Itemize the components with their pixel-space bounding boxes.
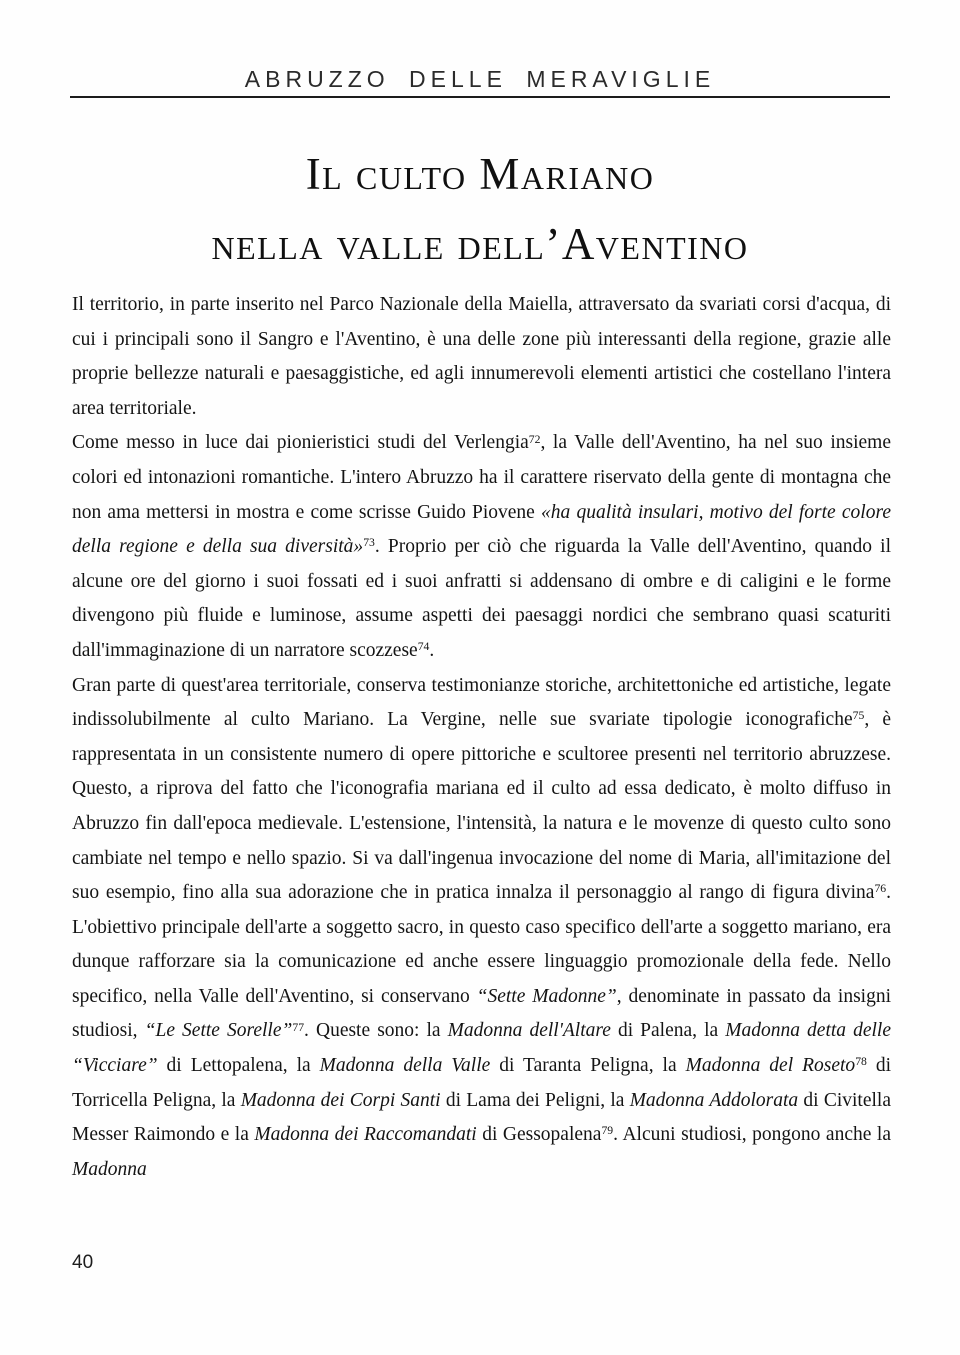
footnote-ref: 78	[855, 1055, 867, 1069]
text-run: . L'obiettivo principale dell'arte a soggetto sacro, in questo caso specifico dell'arte a soggetto mariano, era dunque rafforzare sia la comunicazione ed anche essere linguaggio promozionale della fede. Nello specifico, nella Valle dell'Aventino, si conservano	[72, 882, 891, 1007]
running-header: ABRUZZO DELLE MERAVIGLIE	[244, 66, 716, 92]
footnote-ref: 76	[874, 882, 887, 896]
italic-text: «ha qualità insulari, motivo del forte colore della regione e della sua diversità»	[72, 501, 891, 558]
text-run: , è rappresentata in un consistente numero di opere pittoriche e scultoree presenti nel territorio abruzzese. Questo, a riprova del fatto che l'iconografia mariana ed il culto ad essa dedicato, è molto diffuso in Abruzzo fin dall'epoca medievale. L'estensione, l'intensità, la natura e le movenze di questo culto sono cambiate nel tempo e nello spazio. Si va dall'ingenua invocazione del nome di Maria, all'imitazione del suo esempio, fino alla sua adorazione che in pratica innalza il personaggio al rango di figura divina	[72, 709, 891, 904]
text-run: di Torricella Peligna, la	[72, 1055, 892, 1111]
text-run: . Queste sono: la	[304, 1020, 448, 1042]
text-run: di Palena, la	[610, 1020, 726, 1042]
footnote-ref: 79	[601, 1124, 614, 1138]
italic-text: “Le Sette Sorelle”	[144, 1020, 293, 1042]
chapter-title-line1: Il culto Mariano	[305, 149, 655, 199]
text-run: , denominate in passato da insigni studiosi,	[72, 985, 891, 1042]
footnote-ref: 77	[292, 1020, 305, 1034]
italic-text: Madonna	[72, 1158, 147, 1180]
italic-text: “Sette Madonne”	[476, 985, 617, 1007]
text-run: Come messo in luce dai pionieristici studi del Verlengia	[72, 432, 529, 454]
italic-text: Madonna dell'Altare	[447, 1020, 611, 1042]
footnote-ref: 75	[852, 709, 865, 723]
footnote-ref: 72	[528, 432, 541, 446]
text-run: di Gessopalena	[476, 1124, 602, 1146]
text-run: , la Valle dell'Aventino, ha nel suo insieme colori ed intonazioni romantiche. L'intero Abruzzo ha il carattere riservato della gente di montagna che non ama mettersi in mostra e come scrisse Guido Piovene	[72, 432, 891, 523]
body-text	[72, 288, 891, 1187]
text-run: . Alcuni studiosi, pongono anche la	[613, 1124, 891, 1146]
text-run: di Taranta Peligna, la	[490, 1055, 686, 1077]
paragraph	[72, 426, 891, 668]
italic-text: Madonna Addolorata	[629, 1089, 799, 1111]
italic-text: Madonna della Valle	[319, 1055, 491, 1077]
text-run: . Proprio per ciò che riguarda la Valle dell'Aventino, quando il alcune ore del giorno i suoi fossati ed i suoi anfratti si addensano di ombre e di caligini e le forme divengono più fluide e luminose, assume aspetti dei paesaggi nordici che sembrano quasi scaturiti dall'immaginazione di un narratore scozzese	[72, 536, 892, 661]
italic-text: Madonna dei Raccomandati	[254, 1124, 477, 1146]
text-run: di Civitella Messer Raimondo e la	[72, 1089, 891, 1146]
italic-text: Madonna detta delle “Vicciare”	[72, 1020, 891, 1077]
footnote-ref: 74	[417, 640, 430, 654]
italic-text: Madonna del Roseto	[685, 1055, 856, 1077]
page-number: 40	[72, 1252, 94, 1273]
text-run: .	[429, 639, 435, 661]
text-run: Il territorio, in parte inserito nel Parco Nazionale della Maiella, attraversato da svariati corsi d'acqua, di cui i principali sono il Sangro e l'Aventino, è una delle zone più interessanti della regione, grazie alle proprie bellezze naturali e paesaggistiche, ed agli innumerevoli elementi artistici che costellano l'intera area territoriale.	[72, 294, 891, 419]
paragraph	[72, 669, 891, 1188]
text-run: di Lettopalena, la	[157, 1055, 320, 1077]
italic-text: Madonna dei Corpi Santi	[240, 1089, 441, 1111]
text-run: Gran parte di quest'area territoriale, conserva testimonianze storiche, architettoniche ed artistiche, legate indissolubilmente al culto Mariano. La Vergine, nelle sue svariate tipologie iconografiche	[72, 674, 891, 731]
paragraph	[72, 288, 891, 426]
text-run: di Lama dei Peligni, la	[440, 1089, 630, 1111]
chapter-title-line2: nella valle dell’Aventino	[211, 219, 749, 269]
footnote-ref: 73	[363, 536, 375, 550]
header-rule	[70, 96, 890, 98]
